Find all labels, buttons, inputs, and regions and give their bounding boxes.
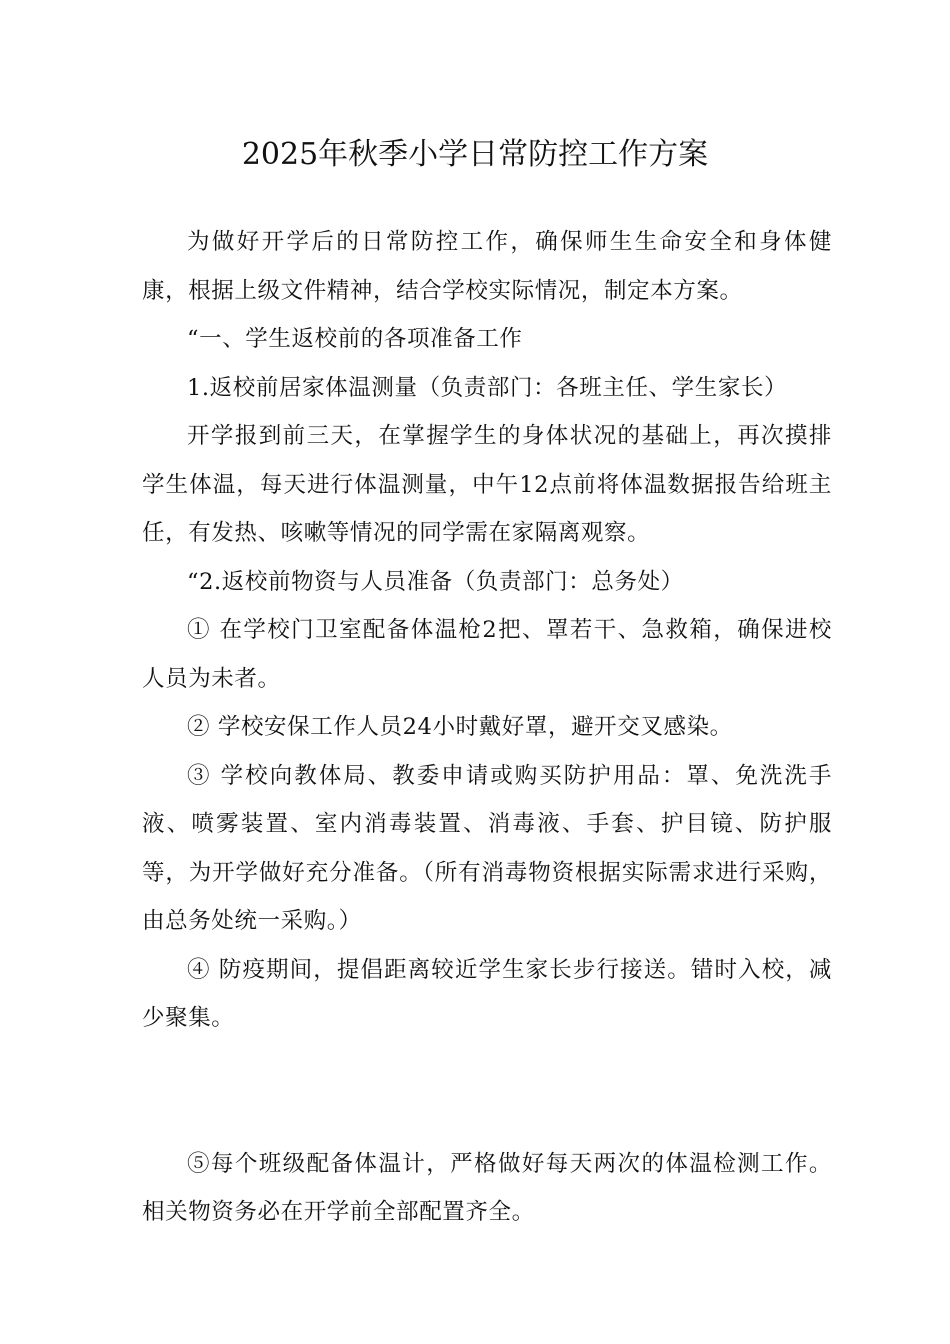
paragraph-temperature: 开学报到前三天，在掌握学生的身体状况的基础上，再次摸排学生体温，每天进行体温测量，中午12点前将体温数据报告给班主任，有发热、咳嗽等情况的同学需在家隔离观察。	[142, 423, 832, 546]
list-item-1: ① 在学校门卫室配备体温枪2把、罩若干、急救箱，确保进校人员为未者。	[142, 617, 832, 692]
list-item-3: ③ 学校向教体局、教委申请或购买防护用品：罩、免洗洗手液、喷雾装置、室内消毒装置、消毒液、手套、护目镜、防护服等，为开学做好充分准备。（所有消毒物资根据实际需求进行采购，由总务处统一采购。）	[142, 762, 832, 934]
list-item-2: ② 学校安保工作人员24小时戴好罩，避开交叉感染。	[187, 714, 733, 740]
list-item-5: ⑤每个班级配备体温计，严格做好每天两次的体温检测工作。相关物资务必在开学前全部配置齐全。	[142, 1150, 832, 1225]
subsection-heading-2: “2.返校前物资与人员准备（负责部门：总务处）	[187, 568, 684, 595]
paragraph-intro: 为做好开学后的日常防控工作，确保师生生命安全和身体健康，根据上级文件精神，结合学校实际情况，制定本方案。	[142, 229, 832, 304]
document-title: 2025年秋季小学日常防控工作方案	[241, 137, 709, 172]
list-item-4: ④ 防疫期间，提倡距离较近学生家长步行接送。错时入校，减少聚集。	[142, 956, 832, 1031]
subsection-heading-1: 1.返校前居家体温测量（负责部门：各班主任、学生家长）	[187, 374, 788, 401]
section-heading-1: “一、学生返校前的各项准备工作	[187, 326, 523, 352]
blank-gap	[142, 1043, 832, 1140]
document-body	[142, 218, 832, 1237]
